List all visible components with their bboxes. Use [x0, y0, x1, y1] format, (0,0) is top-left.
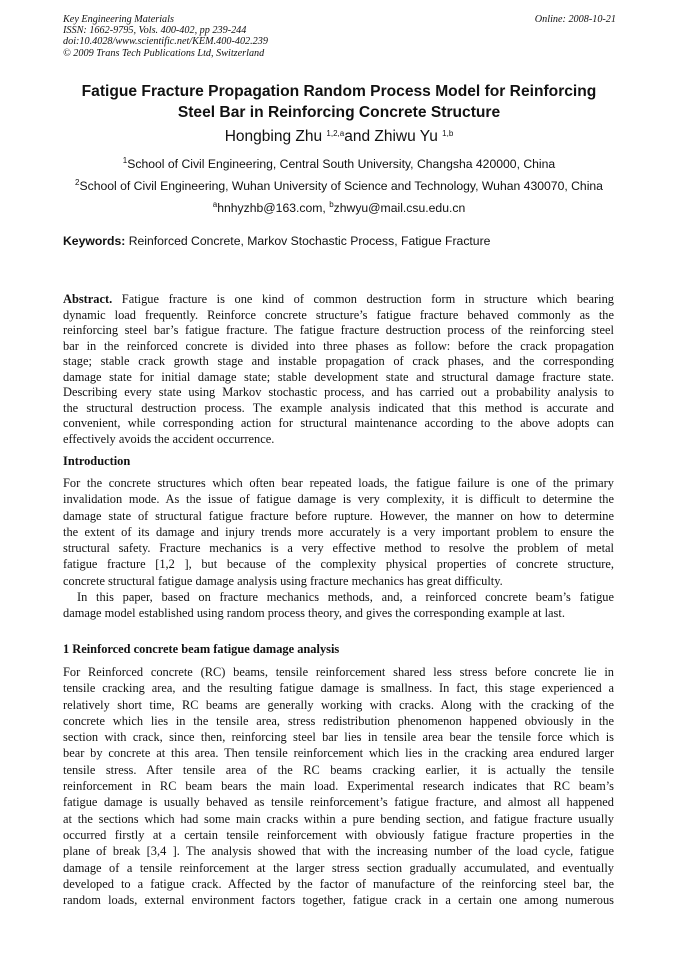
text-line — [63, 589, 614, 605]
text-line — [63, 680, 614, 696]
line-text: Describing every state using Markov stochastic process, and has carried out a probability analysis to — [63, 385, 614, 399]
text-line — [63, 432, 614, 448]
line-text: at the sections which had some main cracks within a pure bending section, and fatigue fracture usually — [63, 811, 614, 826]
text-line — [63, 323, 614, 339]
text-line — [63, 892, 614, 908]
text-line — [63, 416, 614, 432]
text-line — [63, 385, 614, 401]
section1-heading: 1 Reinforced concrete beam fatigue damage analysis — [63, 642, 340, 656]
text-line — [63, 308, 614, 324]
text-line — [63, 729, 614, 745]
text-line — [63, 508, 614, 524]
abstract — [63, 292, 614, 447]
line-text: bar in the reinforced concrete is divided into three phases as follow: before the crack propagation — [63, 338, 614, 353]
author-sup: 1,b — [442, 129, 454, 138]
text-line — [63, 524, 614, 540]
author: and Zhiwu Yu — [344, 128, 443, 145]
introduction-heading: Introduction — [63, 454, 131, 468]
line-text: relatively short time, RC beams are generally working with cracks. Along with the cracking of the — [63, 697, 614, 712]
section1-body — [63, 664, 614, 908]
text-line — [63, 713, 614, 729]
issn: ISSN: 1662-9795, Vols. 400-402, pp 239-244 — [63, 25, 247, 37]
doi: doi:10.4028/www.scientific.net/KEM.400-402.239 — [63, 36, 268, 48]
text-line — [63, 860, 614, 876]
text-line — [63, 292, 614, 308]
line-text: fatigue damage is usually behaved as tensile reinforcement’s fatigue fracture, and almost all happened — [63, 795, 614, 810]
line-text: dynamic load frequently. Reinforce concrete structure’s fatigue fracture behaved commonly as the — [63, 307, 614, 322]
line-text: fatigue fracture [1,2 ], but because of the complexity physical properties of concrete structure, — [63, 557, 614, 572]
line-text: structural safety. Fracture mechanics is a very effective method to resolve the problem of metal — [63, 541, 614, 556]
keywords-label: Keywords: — [63, 234, 126, 248]
text-line — [63, 778, 614, 794]
line-text: damage state of structural fatigue fracture before rupture. However, the manner on how to determine — [63, 508, 614, 523]
title-line: Steel Bar in Reinforcing Concrete Structure — [177, 104, 501, 121]
line-text: tensile cracking area, and the resulting fatigue damage is smallness. In fact, this stage experienced a — [63, 681, 614, 696]
line-text: section with crack, since then, reinforcing steel bar lies in tensile area bear the tensile force which is — [63, 730, 614, 745]
text-line — [63, 605, 614, 621]
text-line — [63, 664, 614, 680]
text-line — [63, 876, 614, 892]
emails — [0, 201, 678, 215]
line-text: stage; stable crack growth stage and instable propagation of crack phases, and the corresponding — [63, 354, 614, 368]
affiliation-2 — [0, 179, 678, 193]
aff-text: School of Civil Engineering, Central South University, Changsha 420000, China — [127, 157, 556, 171]
email: zhwyu@mail.csu.edu.cn — [333, 201, 466, 215]
line-text: damage of a tensile reinforcement at the larger stress section gradually accumulated, and eventually — [63, 860, 614, 875]
line-text: bear by concrete at this area. Then tensile reinforcement which lies in the cracking area endured larger — [63, 746, 614, 761]
line-text: invalidation mode. As the issue of fatigue damage is very complexity, it is difficult to determine the — [63, 492, 614, 507]
aff-sup: 1 — [122, 156, 128, 165]
line-text: concrete which lies in the tensile area, stress redistribution phenomenon happened obviously in the — [63, 713, 614, 728]
line-text: the structural destruction process. The example analysis indicated that this method is accurate and — [63, 400, 614, 415]
line-text: damage state for initial damage state; stable development state and structural damage fracture state. — [63, 369, 614, 384]
line-text: concrete structural fatigue damage analysis using fracture mechanics has great difficulty. — [63, 573, 503, 588]
author: Hongbing Zhu — [224, 128, 327, 145]
text-line — [63, 697, 614, 713]
text-line — [63, 811, 614, 827]
line-text: Fatigue fracture is one kind of common destruction form in structure which bearing — [112, 292, 614, 306]
aff-sup: 2 — [75, 178, 80, 187]
text-line — [63, 370, 614, 386]
line-text: In this paper, based on fracture mechanics methods, and, a reinforced concrete beam’s fatigue — [77, 590, 614, 605]
journal-name: Key Engineering Materials — [63, 14, 174, 25]
line-text: plane of break [3,4 ]. The analysis showed that with the increasing number of the load cycle, fatigue — [63, 844, 614, 859]
line-text: tensile stress. After tensile area of the RC beams cracking earlier, it is actually the tensile — [63, 762, 614, 777]
line-text: reinforcing steel bar’s fatigue fracture. The fatigue fracture destruction process of the reinforcing steel — [63, 323, 614, 337]
text-line — [63, 540, 614, 556]
text-line — [63, 556, 614, 572]
text-line — [63, 745, 614, 761]
line-text: developed to a fatigue crack. Affected by the factor of manufacture of the reinforcing steel bar, the — [63, 876, 614, 891]
title-line: Fatigue Fracture Propagation Random Process Model for Reinforcing — [81, 83, 597, 100]
keywords-text: Reinforced Concrete, Markov Stochastic Process, Fatigue Fracture — [125, 234, 491, 248]
copyright: © 2009 Trans Tech Publications Ltd, Switzerland — [63, 47, 265, 59]
paper-title — [40, 81, 638, 123]
line-text: damage model established using random process theory, and gives the corresponding example at last. — [63, 606, 565, 621]
line-text: For Reinforced concrete (RC) beams, tensile reinforcement shared less stress before concrete lie in — [63, 665, 614, 679]
text-line — [63, 573, 614, 589]
email: hnhyzhb@163.com, — [217, 201, 330, 215]
keywords — [63, 234, 490, 248]
line-text: convenient, while corresponding action for structural maintenance according to the above adopts can — [63, 416, 614, 430]
online-date: Online: 2008-10-21 — [534, 14, 616, 25]
text-line — [63, 401, 614, 417]
text-line — [63, 794, 614, 810]
email-sup: b — [329, 200, 334, 209]
line-text: reinforcement in RC beam bears the main load. Experimental research indicates that RC beam’s — [63, 779, 614, 794]
aff-text: School of Civil Engineering, Wuhan University of Science and Technology, Wuhan 430070, China — [79, 179, 603, 193]
author-sup: 1,2,a — [326, 129, 345, 138]
line-text: For the concrete structures which often bear repeated loads, the fatigue failure is one of the primary — [63, 476, 614, 490]
text-line — [63, 475, 614, 491]
email-sup: a — [212, 200, 218, 209]
text-line — [63, 827, 614, 843]
line-text: effectively avoids the accident occurrence. — [63, 431, 275, 446]
text-line — [63, 762, 614, 778]
authors — [0, 128, 678, 146]
abstract-label: Abstract. — [63, 292, 113, 306]
text-line — [63, 491, 614, 507]
introduction-body — [63, 475, 614, 622]
journal-header — [63, 14, 268, 59]
line-text: random loads, external environment factors together, fatigue crack in a certain one among numerous — [63, 893, 614, 908]
line-text: occurred firstly at a certain tensile reinforcement with obviously fatigue fracture properties in the — [63, 827, 614, 842]
line-text: the extent of its damage and injury trends more accurately is a very important problem to ensure the — [63, 524, 614, 539]
text-line — [63, 843, 614, 859]
text-line — [63, 339, 614, 355]
text-line — [63, 354, 614, 370]
affiliation-1 — [0, 157, 678, 171]
